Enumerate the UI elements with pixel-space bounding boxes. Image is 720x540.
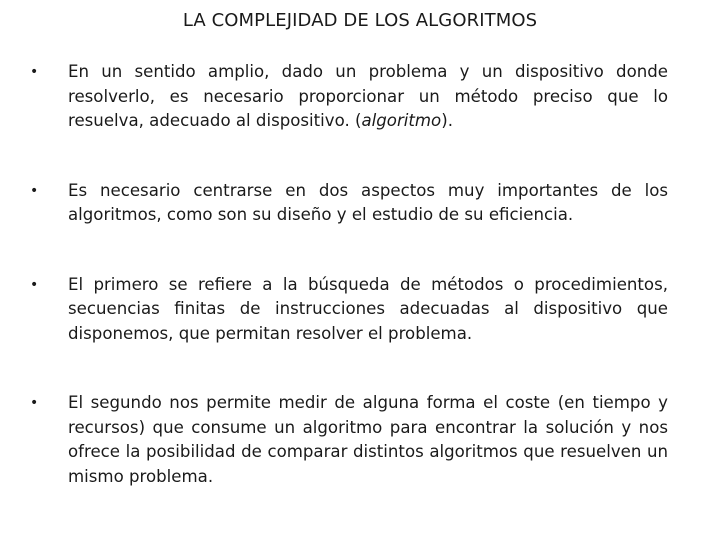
bullet-text-tail: ).: [441, 111, 453, 130]
bullet-item-1: [30, 60, 668, 134]
bullet-text: El primero se refiere a la búsqueda de métodos o procedimientos, secuencias finitas de instrucciones adecuadas al dispositivo que disponemos, que permitan resolver el problema.: [68, 274, 668, 343]
bullet-marker: •: [30, 276, 39, 293]
slide-title: LA COMPLEJIDAD DE LOS ALGORITMOS: [182, 10, 538, 31]
bullet-list: [30, 60, 668, 489]
bullet-italic-term: algoritmo: [361, 111, 442, 130]
bullet-text: Es necesario centrarse en dos aspectos muy importantes de los algoritmos, como son su diseño y el estudio de su eficiencia.: [68, 180, 668, 224]
bullet-marker: •: [30, 395, 39, 411]
bullet-text: El segundo nos permite medir de alguna forma el coste (en tiempo y recursos) que consume un algoritmo para encontrar la solución y nos ofrece la posibilidad de comparar distintos algoritmos que resuelven un mismo problema.: [68, 393, 668, 486]
bullet-item-4: [30, 391, 668, 489]
bullet-text: En un sentido amplio, dado un problema y un dispositivo donde resolverlo, es necesario proporcionar un método preciso que lo resuelva, adecuado al dispositivo. (: [68, 62, 668, 130]
bullet-marker: •: [30, 64, 39, 80]
bullet-item-2: [30, 179, 668, 228]
bullet-item-3: [30, 273, 668, 347]
bullet-marker: •: [30, 182, 39, 199]
